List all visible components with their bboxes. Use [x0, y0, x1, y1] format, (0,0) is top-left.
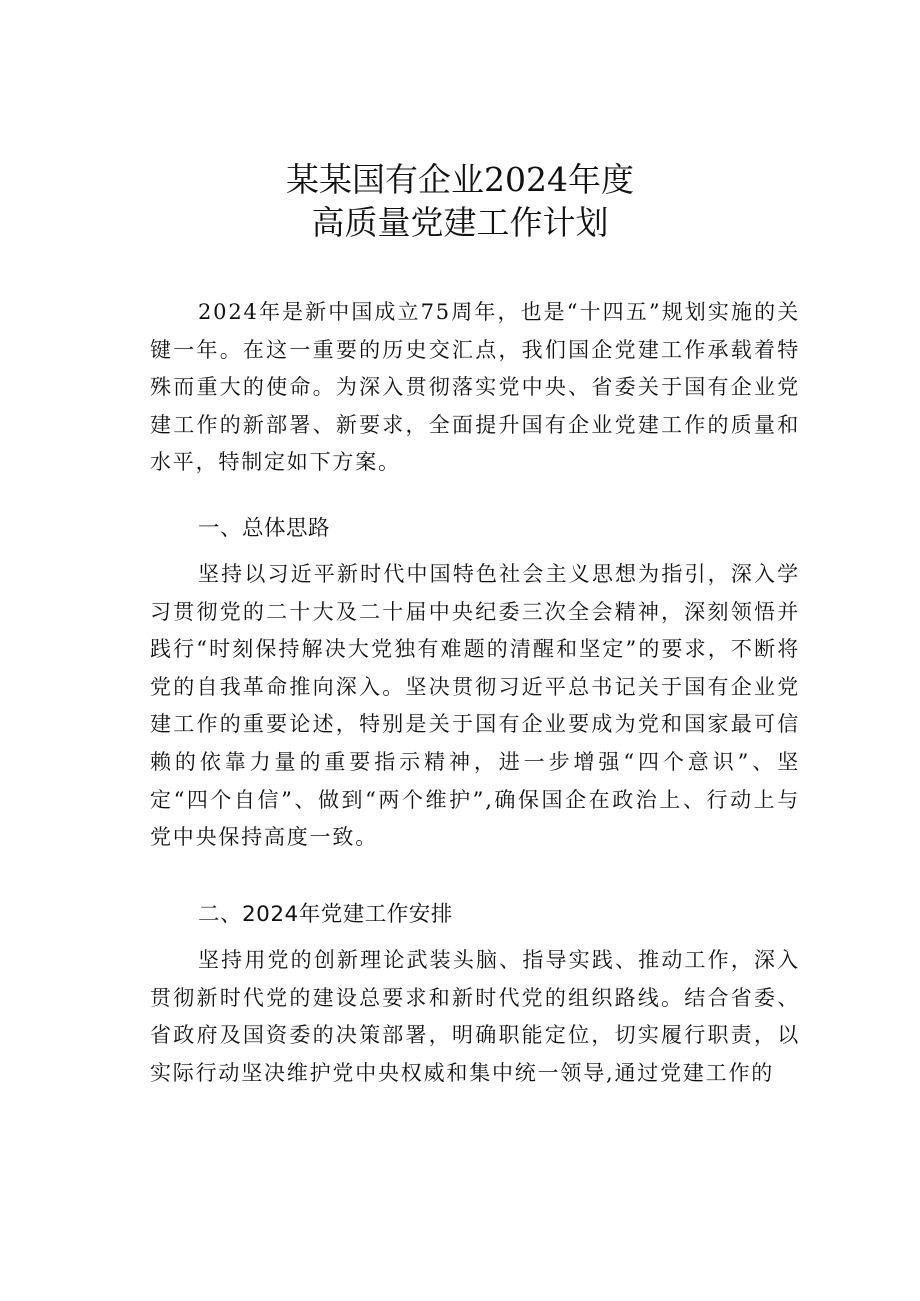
section-paragraph-overall-approach: 坚持以习近平新时代中国特色社会主义思想为指引，深入学习贯彻党的二十大及二十届中央纪委三次全会精神，深刻领悟并践行“时刻保持解决大党独有难题的清醒和坚定”的要求，不断将党的自我革命推向深入。坚决贯彻习近平总书记关于国有企业党建工作的重要论述，特别是关于国有企业要成为党和国家最可信赖的依靠力量的重要指示精神，进一步增强“四个意识”、坚定“四个自信”、做到“两个维护”,确保国企在政治上、行动上与党中央保持高度一致。 — [150, 562, 800, 850]
intro-paragraph: 2024年是新中国成立75周年，也是“十四五”规划实施的关键一年。在这一重要的历史交汇点，我们国企党建工作承载着特殊而重大的使命。为深入贯彻落实党中央、省委关于国有企业党建工作的新部署、新要求，全面提升国有企业党建工作的质量和水平，特制定如下方案。 — [150, 300, 800, 475]
document-title-line-1: 某某国有企业2024年度 — [286, 160, 634, 199]
section-heading-work-arrangement: 二、2024年党建工作安排 — [198, 902, 453, 927]
section-heading-overall-approach: 一、总体思路 — [198, 516, 331, 541]
section-paragraph-work-arrangement: 坚持用党的创新理论武装头脑、指导实践、推动工作，深入贯彻新时代党的建设总要求和新时代党的组织路线。结合省委、省政府及国资委的决策部署，明确职能定位，切实履行职责，以实际行动坚决维护党中央权威和集中统一领导,通过党建工作的 — [150, 948, 800, 1085]
document-title-line-2: 高质量党建工作计划 — [311, 203, 609, 242]
